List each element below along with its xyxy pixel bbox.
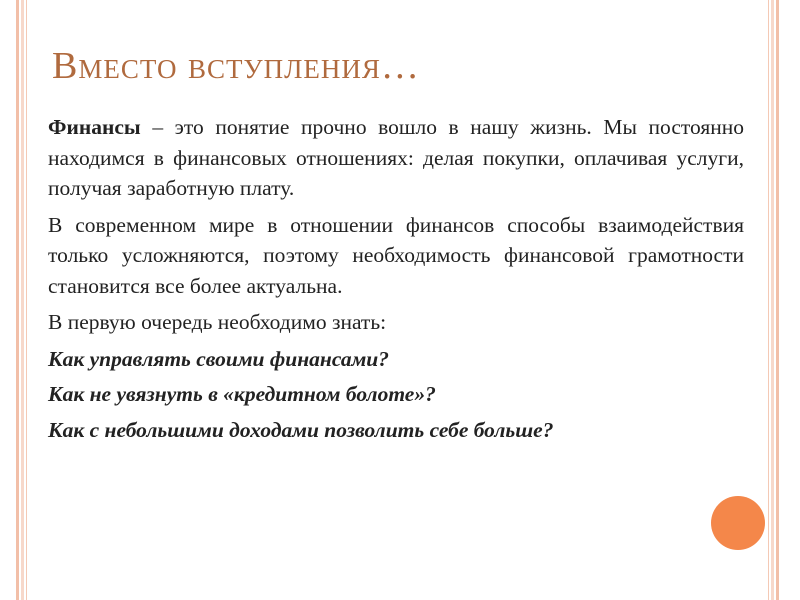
decorative-circle bbox=[711, 496, 765, 550]
paragraph-need-to-know: В первую очередь необходимо знать: bbox=[48, 310, 387, 334]
slide-title: Вместо вступления… bbox=[52, 45, 420, 87]
paragraph-modern-world: В современном мире в отношении финансов способы взаимодействия только усложняются, поэтому необходимость финансовой грамотности становится все более актуальна. bbox=[48, 212, 744, 298]
frame-left-outer-line bbox=[16, 0, 19, 600]
paragraph-finances-lead: Финансы bbox=[48, 115, 141, 139]
frame-left-inner-line bbox=[21, 0, 24, 600]
slide-body bbox=[48, 112, 744, 450]
frame-right-outer-line bbox=[776, 0, 779, 600]
question-manage-finances: Как управлять своими финансами? bbox=[48, 346, 390, 371]
frame-left-edge bbox=[26, 0, 27, 600]
question-small-income: Как с небольшими доходами позволить себе больше? bbox=[48, 417, 554, 442]
frame-right-edge bbox=[768, 0, 769, 600]
frame-right-inner-line bbox=[771, 0, 774, 600]
question-credit-swamp: Как не увязнуть в «кредитном болоте»? bbox=[48, 382, 436, 406]
paragraph-finances-text: – это понятие прочно вошло в нашу жизнь. Мы постоянно находимся в финансовых отношениях: делая покупки, оплачивая услуги, получая заработную плату. bbox=[48, 115, 744, 200]
paragraph-finances bbox=[48, 112, 744, 204]
